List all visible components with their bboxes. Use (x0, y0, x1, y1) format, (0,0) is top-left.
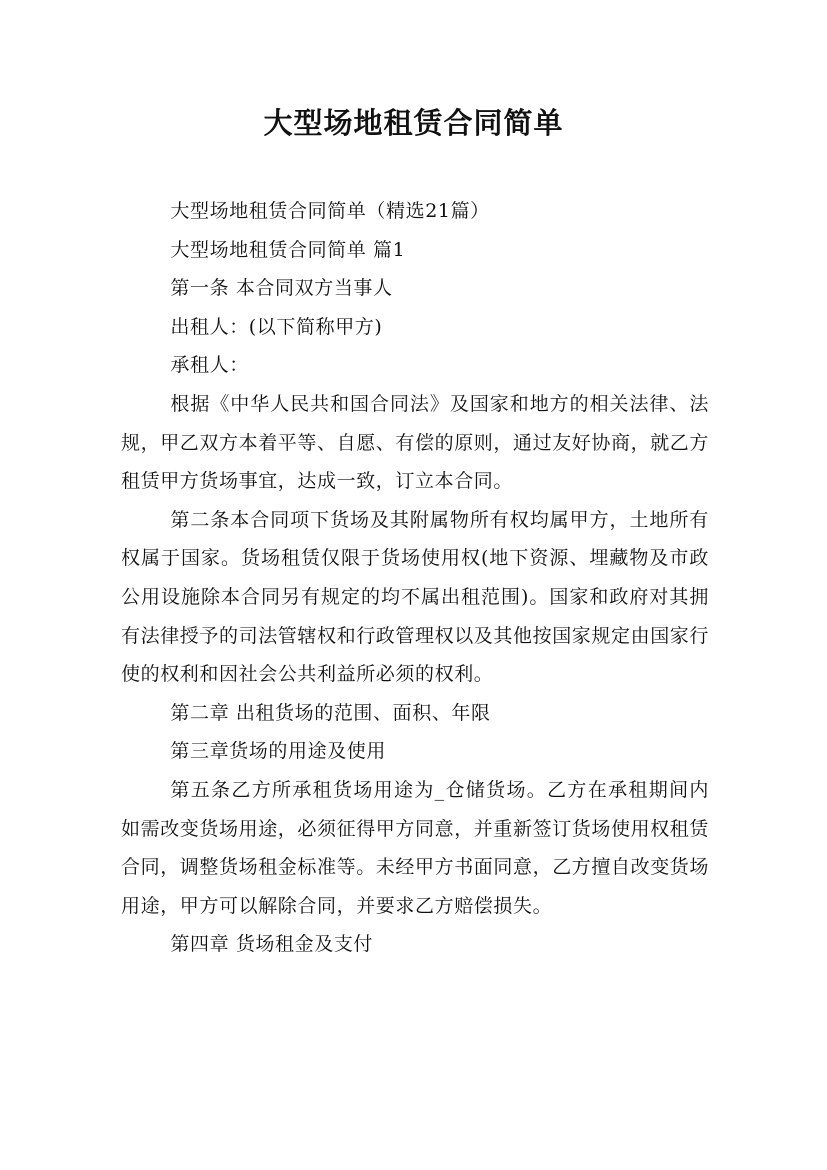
paragraph-clause-5: 第五条乙方所承租货场用途为_仓储货场。乙方在承租期间内如需改变货场用途，必须征得甲方同意，并重新签订货场使用权租赁合同，调整货场租金标准等。未经甲方书面同意，乙方擅自改变货场用途，甲方可以解除合同，并要求乙方赔偿损失。 (121, 778, 710, 917)
paragraph-article-heading: 大型场地租赁合同简单 篇1 (170, 238, 406, 261)
paragraph-chapter-2: 第二章 出租货场的范围、面积、年限 (170, 701, 491, 724)
paragraph-chapter-3: 第三章货场的用途及使用 (170, 740, 386, 763)
paragraph-basis: 根据《中华人民共和国合同法》及国家和地方的相关法律、法规，甲乙双方本着平等、自愿、有偿的原则，通过友好协商，就乙方租赁甲方货场事宜，达成一致，订立本合同。 (121, 392, 710, 493)
paragraph-clause-2: 第二条本合同项下货场及其附属物所有权均属甲方，土地所有权属于国家。货场租赁仅限于货场使用权(地下资源、埋藏物及市政公用设施除本合同另有规定的均不属出租范围)。国家和政府对其拥有法律授予的司法管辖权和行政管理权以及其他按国家规定由国家行使的权利和因社会公共利益所必须的权利。 (121, 508, 710, 686)
paragraph-clause-1: 第一条 本合同双方当事人 (170, 277, 393, 300)
document-body (121, 192, 709, 964)
paragraph-lessor: 出租人：(以下简称甲方) (170, 315, 383, 338)
paragraph-subtitle: 大型场地租赁合同简单（精选21篇） (170, 200, 490, 222)
paragraph-lessee: 承租人： (170, 354, 249, 377)
paragraph-chapter-4: 第四章 货场租金及支付 (170, 933, 374, 956)
document-title: 大型场地租赁合同简单 (263, 106, 564, 140)
